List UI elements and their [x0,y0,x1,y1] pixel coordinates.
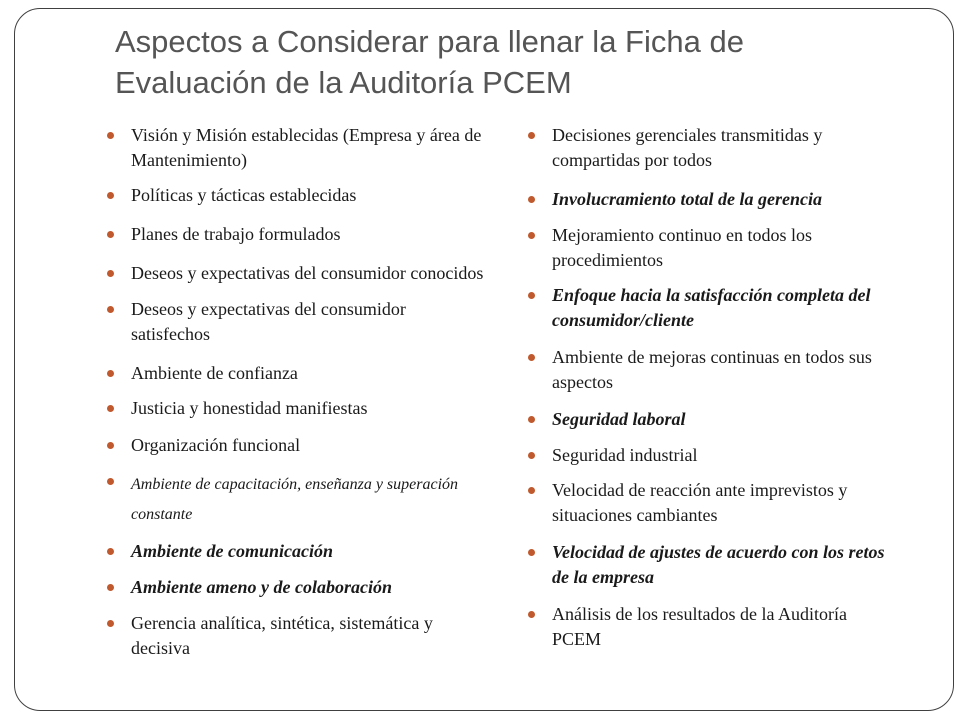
left-list-item [104,433,484,458]
right-list-item-text: Análisis de los resultados de la Auditoría PCEM [552,604,847,649]
right-list-item [525,187,900,212]
left-list-item-text: Ambiente ameno y de colaboración [131,577,392,597]
left-list-item [104,396,484,421]
left-list-item [104,123,484,173]
left-list-item-text: Políticas y tácticas establecidas [131,185,357,205]
right-list-item-text: Ambiente de mejoras continuas en todos sus aspectos [552,347,872,392]
right-list-item-text: Decisiones gerenciales transmitidas y compartidas por todos [552,125,823,170]
right-list-item [525,602,900,652]
right-list-item [525,223,900,273]
right-list-item-text: Involucramiento total de la gerencia [552,189,822,209]
left-list-item [104,261,484,286]
right-list-item [525,345,900,395]
left-bullet-list [104,123,484,661]
left-list-item-text: Ambiente de comunicación [131,541,333,561]
slide-title-line-1: Aspectos a Considerar para llenar la Ficha de [115,24,744,59]
left-list-item-text: Deseos y expectativas del consumidor satisfechos [131,299,406,344]
right-list-item-text: Velocidad de ajustes de acuerdo con los retos de la empresa [552,542,885,587]
left-list-item [104,361,484,386]
right-list-item-text: Velocidad de reacción ante imprevistos y situaciones cambiantes [552,480,848,525]
left-list-item-text: Visión y Misión establecidas (Empresa y área de Mantenimiento) [131,125,482,170]
left-list-item-text: Gerencia analítica, sintética, sistemática y decisiva [131,613,433,658]
left-list-item [104,469,484,529]
left-list-item-text: Justicia y honestidad manifiestas [131,398,368,418]
left-list-item-text: Deseos y expectativas del consumidor conocidos [131,263,484,283]
left-list-item [104,575,484,600]
right-list-item [525,443,900,468]
right-list-item [525,540,900,590]
right-list-item-text: Seguridad industrial [552,445,698,465]
left-list-item-text: Organización funcional [131,435,301,455]
left-list-item [104,539,484,564]
left-list-item-text: Ambiente de capacitación, enseñanza y superación constante [131,476,459,523]
right-list-item-text: Seguridad laboral [552,409,686,429]
left-list-item [104,183,484,208]
slide-title [115,21,945,103]
left-list-item [104,611,484,661]
left-list-item-text: Ambiente de confianza [131,363,298,383]
right-list-item-text: Enfoque hacia la satisfacción completa del consumidor/cliente [552,285,871,330]
right-bullet-list [525,123,900,652]
left-list-item-text: Planes de trabajo formulados [131,224,341,244]
slide-title-line-2: Evaluación de la Auditoría PCEM [115,65,572,100]
right-list-item-text: Mejoramiento continuo en todos los procedimientos [552,225,812,270]
right-list-item [525,407,900,432]
right-list-item [525,478,900,528]
left-list-item [104,222,484,247]
right-list-item [525,283,900,333]
right-list-item [525,123,900,173]
left-list-item [104,297,484,347]
